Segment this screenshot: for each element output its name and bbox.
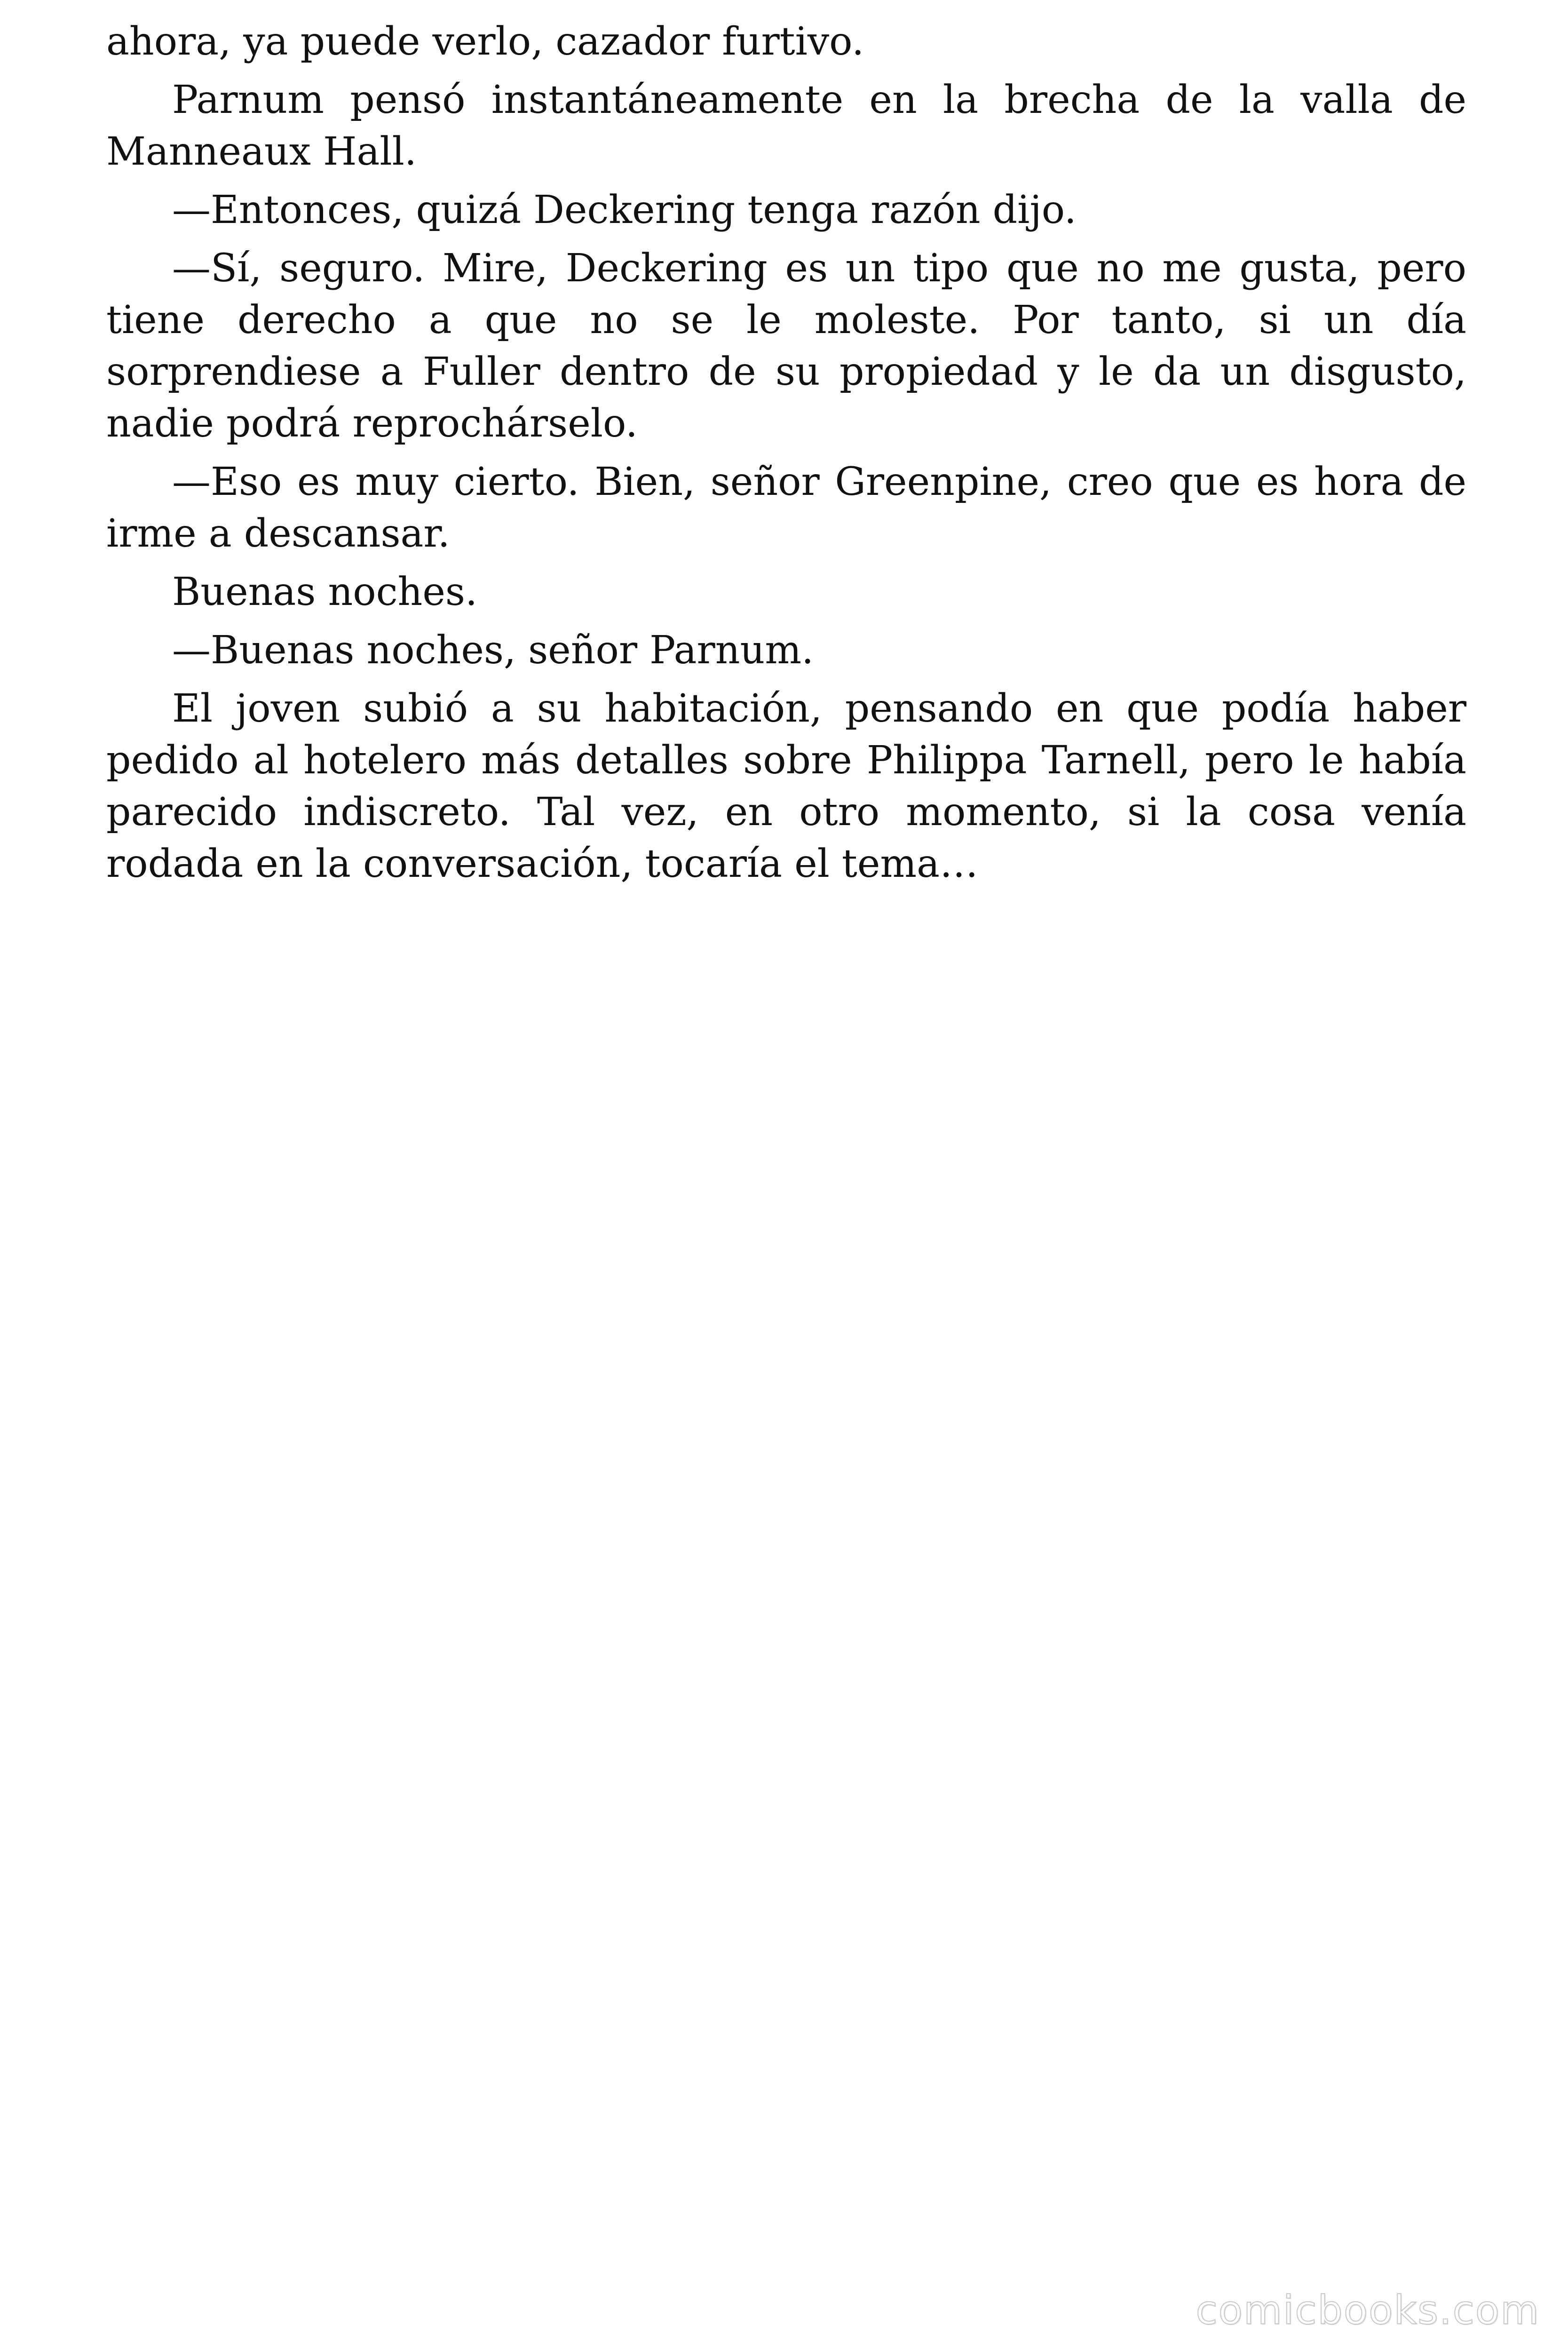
watermark: comicbooks.com	[1196, 2287, 1540, 2333]
body-text	[106, 16, 1466, 897]
paragraph: —Entonces, quizá Deckering tenga razón dijo.	[172, 188, 1077, 232]
paragraph: —Sí, seguro. Mire, Deckering es un tipo que no me gusta, pero tiene derecho a que no se le moleste. Por tanto, si un día sorprendiese a Fuller dentro de su propiedad y le da un disgusto, nadie podrá reprochárselo.	[106, 246, 1466, 446]
paragraph: El joven subió a su habitación, pensando en que podía haber pedido al hotelero más detalles sobre Philippa Tarnell, pero le había parecido indiscreto. Tal vez, en otro momento, si la cosa venía rodada en la conversación, tocaría el tema…	[106, 686, 1466, 886]
paragraph: Buenas noches.	[172, 570, 478, 614]
paragraph: —Buenas noches, señor Parnum.	[172, 628, 814, 673]
paragraph: ahora, ya puede verlo, cazador furtivo.	[106, 19, 864, 64]
paragraph: —Eso es muy cierto. Bien, señor Greenpine, creo que es hora de irme a descansar.	[106, 460, 1466, 556]
paragraph: Parnum pensó instantáneamente en la brecha de la valla de Manneaux Hall.	[106, 78, 1466, 174]
